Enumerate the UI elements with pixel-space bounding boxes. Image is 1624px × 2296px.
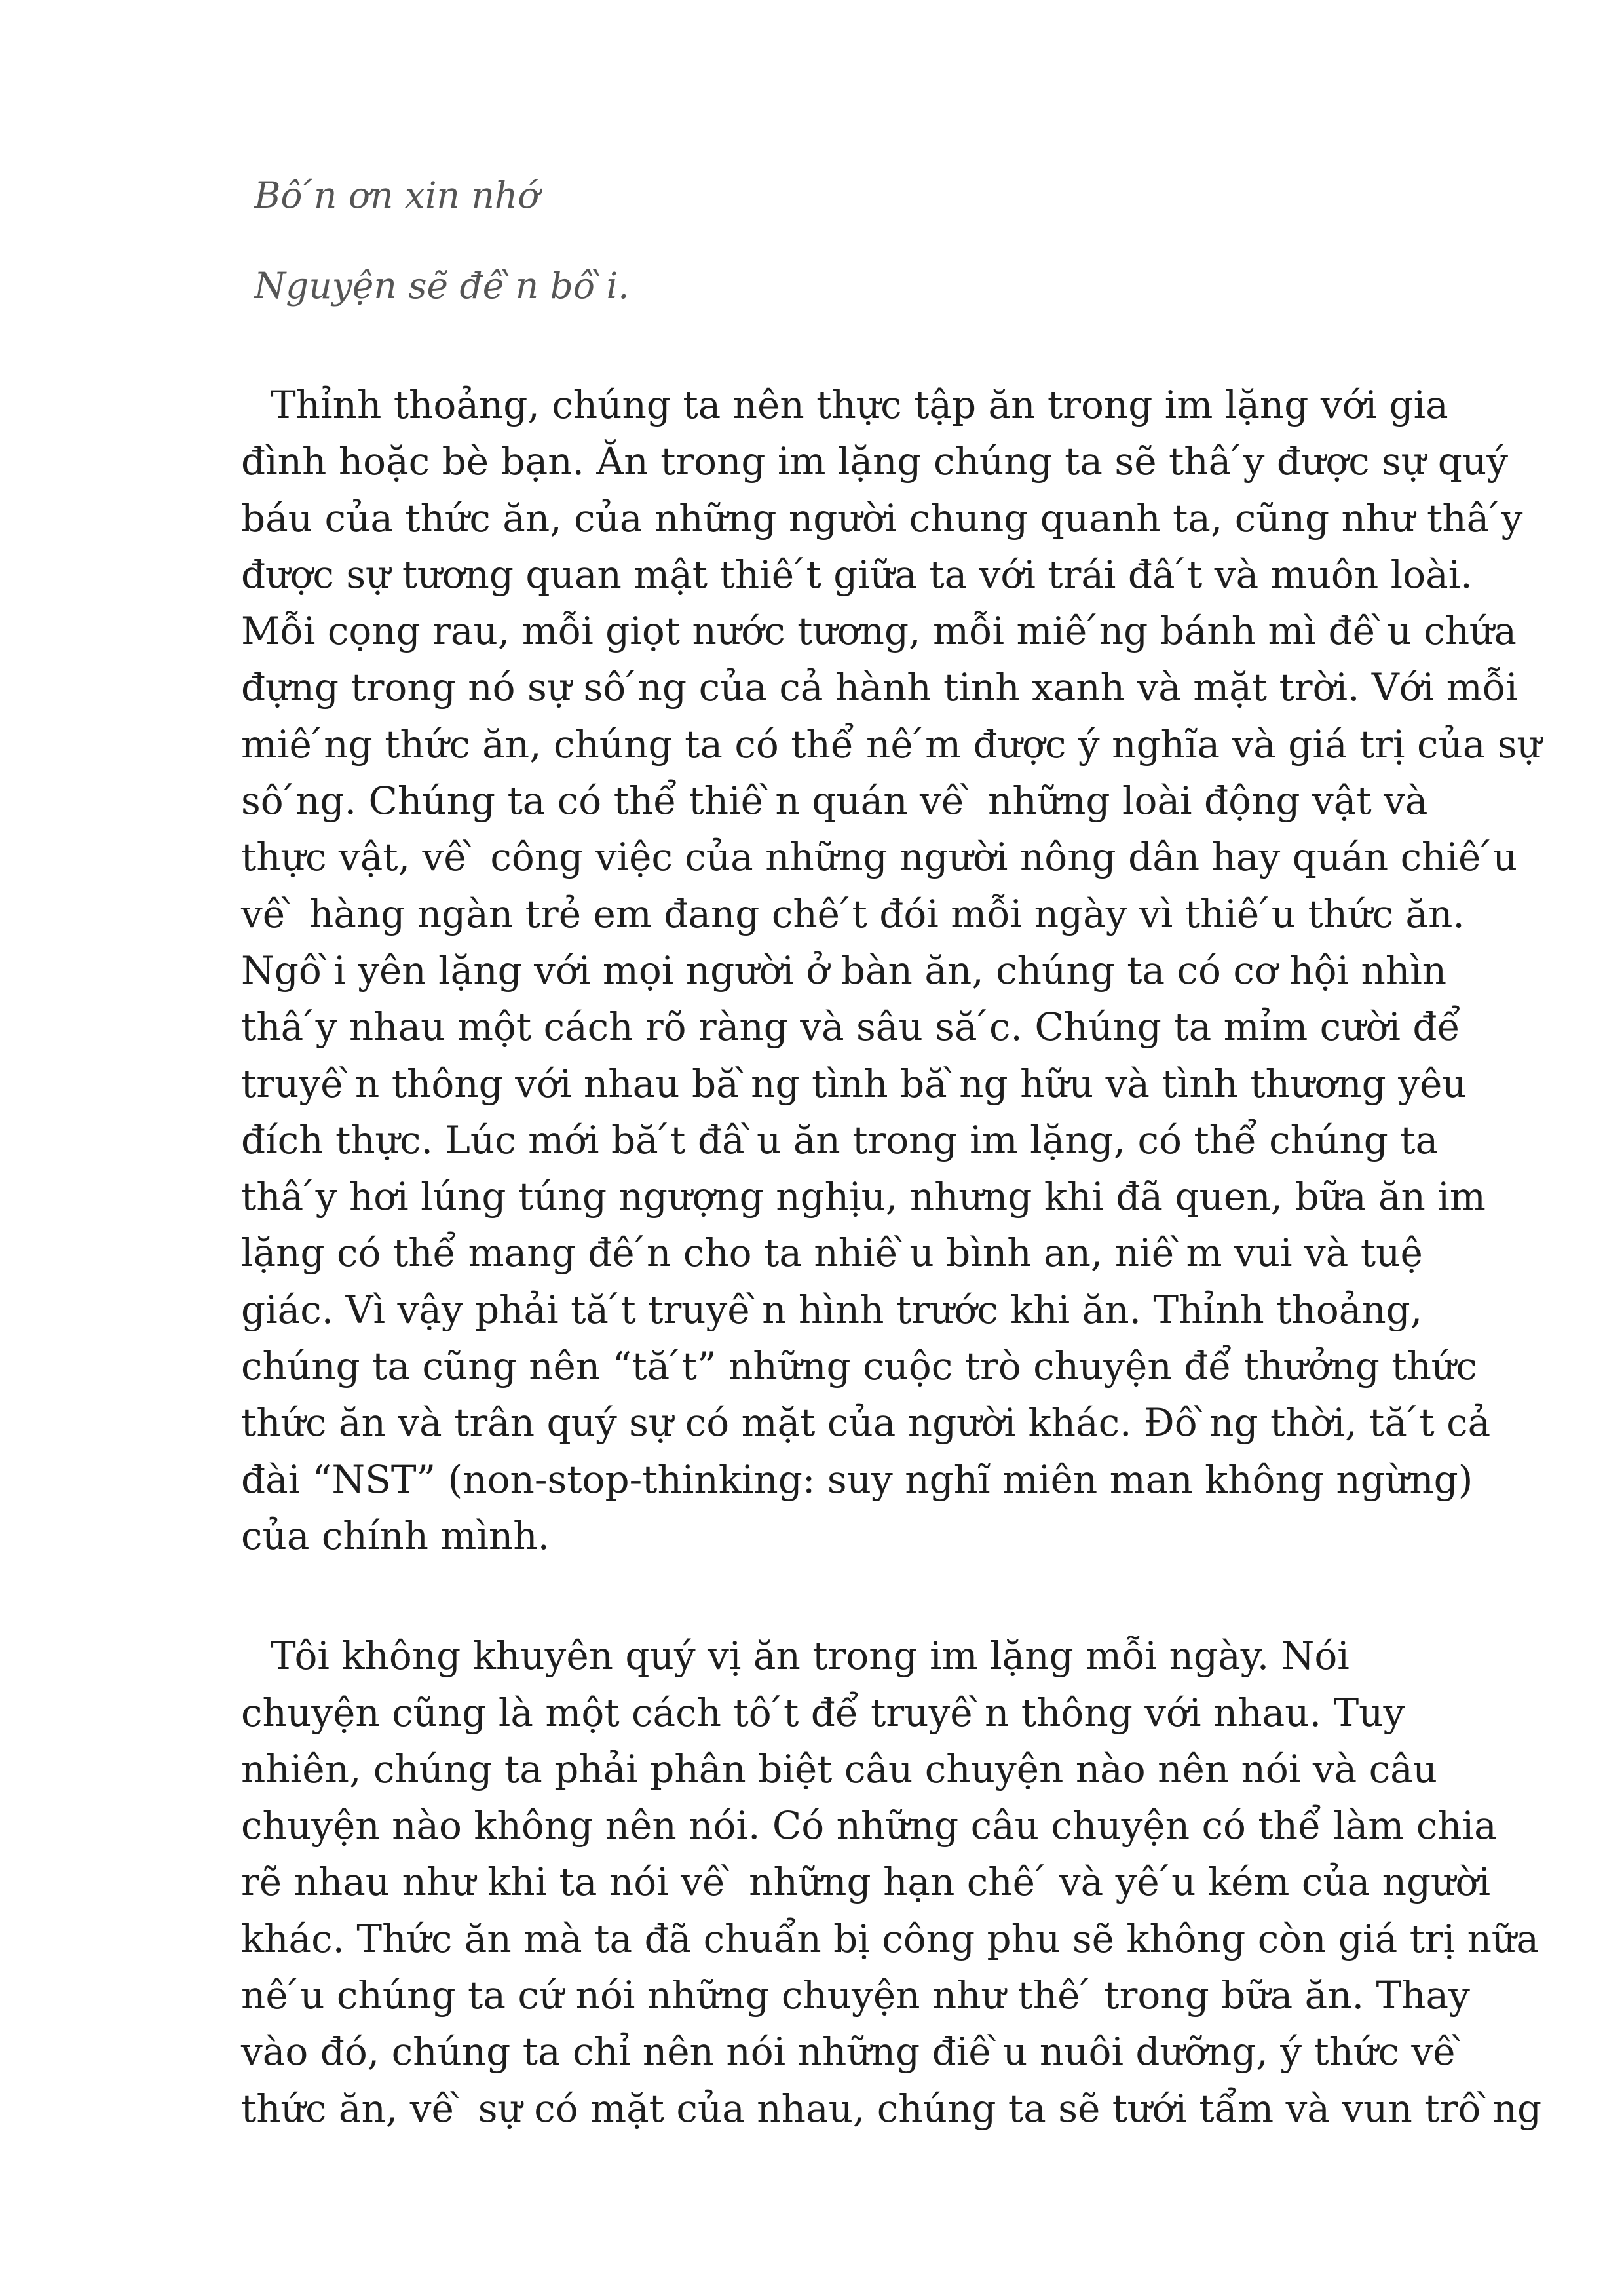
text-line: Tôi không khuyên quý vị ăn trong im lặng mỗi ngày. Nói	[271, 1634, 1350, 1679]
text-line: thức ăn và trân quý sự có mặt của người khác. Đô ̀ng thời, tă ́t cả	[241, 1400, 1491, 1445]
paragraph-2	[241, 1628, 1542, 2137]
text-line: vào đó, chúng ta chỉ nên nói những điê ̀u nuôi dưỡng, ý thức vê ̀	[241, 2029, 1467, 2075]
text-line: miê ́ng thức ăn, chúng ta có thể nê ́m được ý nghĩa và giá trị của sự	[241, 721, 1541, 767]
text-line: đình hoặc bè bạn. Ăn trong im lặng chúng ta sẽ thâ ́y được sự quý	[241, 439, 1508, 484]
text-line: rẽ nhau như khi ta nói vê ̀ những hạn chê ́ và yê ́u kém của người	[241, 1860, 1491, 1905]
body-text	[241, 377, 1542, 2137]
poem-line-1: Bô ́n ơn xin nhớ	[254, 174, 540, 216]
text-line: thức ăn, vê ̀ sự có mặt của nhau, chúng ta sẽ tưới tẩm và vun trô ̀ng	[241, 2086, 1542, 2131]
text-line: Ngô ̀i yên lặng với mọi người ở bàn ăn, chúng ta có cơ hội nhìn	[241, 947, 1447, 993]
text-line: thâ ́y hơi lúng túng ngượng nghịu, nhưng khi đã quen, bữa ăn im	[241, 1174, 1486, 1219]
text-line: nê ́u chúng ta cứ nói những chuyện như thê ́ trong bữa ăn. Thay	[241, 1973, 1470, 2018]
text-line: lặng có thể mang đê ́n cho ta nhiê ̀u bình an, niê ̀m vui và tuệ	[241, 1231, 1423, 1276]
text-line: đài “NST” (non-stop-thinking: suy nghĩ miên man không ngừng)	[241, 1457, 1473, 1502]
text-line: đích thực. Lúc mới bă ́t đâ ̀u ăn trong im lặng, có thể chúng ta	[241, 1117, 1439, 1162]
text-line: của chính mình.	[241, 1513, 550, 1558]
text-line: được sự tương quan mật thiê ́t giữa ta với trái đâ ́t và muôn loài.	[241, 552, 1473, 597]
text-line: thâ ́y nhau một cách rõ ràng và sâu să ́c. Chúng ta mỉm cười để	[241, 1004, 1461, 1050]
text-line: vê ̀ hàng ngàn trẻ em đang chê ́t đói mỗi ngày vì thiê ́u thức ăn.	[241, 891, 1465, 936]
text-line: chúng ta cũng nên “tă ́t” những cuộc trò chuyện để thưởng thức	[241, 1344, 1477, 1389]
text-line: truyê ̀n thông với nhau bă ̀ng tình bă ̀ng hữu và tình thương yêu	[241, 1061, 1467, 1106]
text-line: báu của thức ăn, của những người chung quanh ta, cũng như thâ ́y	[241, 495, 1523, 541]
text-line: giác. Vì vậy phải tă ́t truyê ̀n hình trước khi ăn. Thỉnh thoảng,	[241, 1287, 1423, 1332]
text-line: khác. Thức ăn mà ta đã chuẩn bị công phu sẽ không còn giá trị nữa	[241, 1916, 1539, 1961]
text-line: đựng trong nó sự sô ́ng của cả hành tinh xanh và mặt trời. Với mỗi	[241, 665, 1518, 710]
poem-line-2: Nguyện sẽ đê ̀n bô ̀i.	[254, 265, 630, 307]
poem-verse	[254, 172, 630, 353]
text-line: nhiên, chúng ta phải phân biệt câu chuyện nào nên nói và câu	[241, 1746, 1438, 1791]
text-line: thực vật, vê ̀ công việc của những người nông dân hay quán chiê ́u	[241, 835, 1518, 880]
text-line: Thỉnh thoảng, chúng ta nên thực tập ăn trong im lặng với gia	[271, 383, 1448, 427]
paragraph-gap	[241, 1564, 1433, 1628]
text-line: chuyện nào không nên nói. Có những câu chuyện có thể làm chia	[241, 1803, 1497, 1848]
text-line: sô ́ng. Chúng ta có thể thiê ̀n quán vê ̀ những loài động vật và	[241, 778, 1428, 824]
text-line: Mỗi cọng rau, mỗi giọt nước tương, mỗi miê ́ng bánh mì đê ̀u chứa	[241, 609, 1517, 654]
text-line: chuyện cũng là một cách tô ́t để truyê ̀n thông với nhau. Tuy	[241, 1690, 1405, 1735]
paragraph-1	[241, 377, 1541, 1564]
